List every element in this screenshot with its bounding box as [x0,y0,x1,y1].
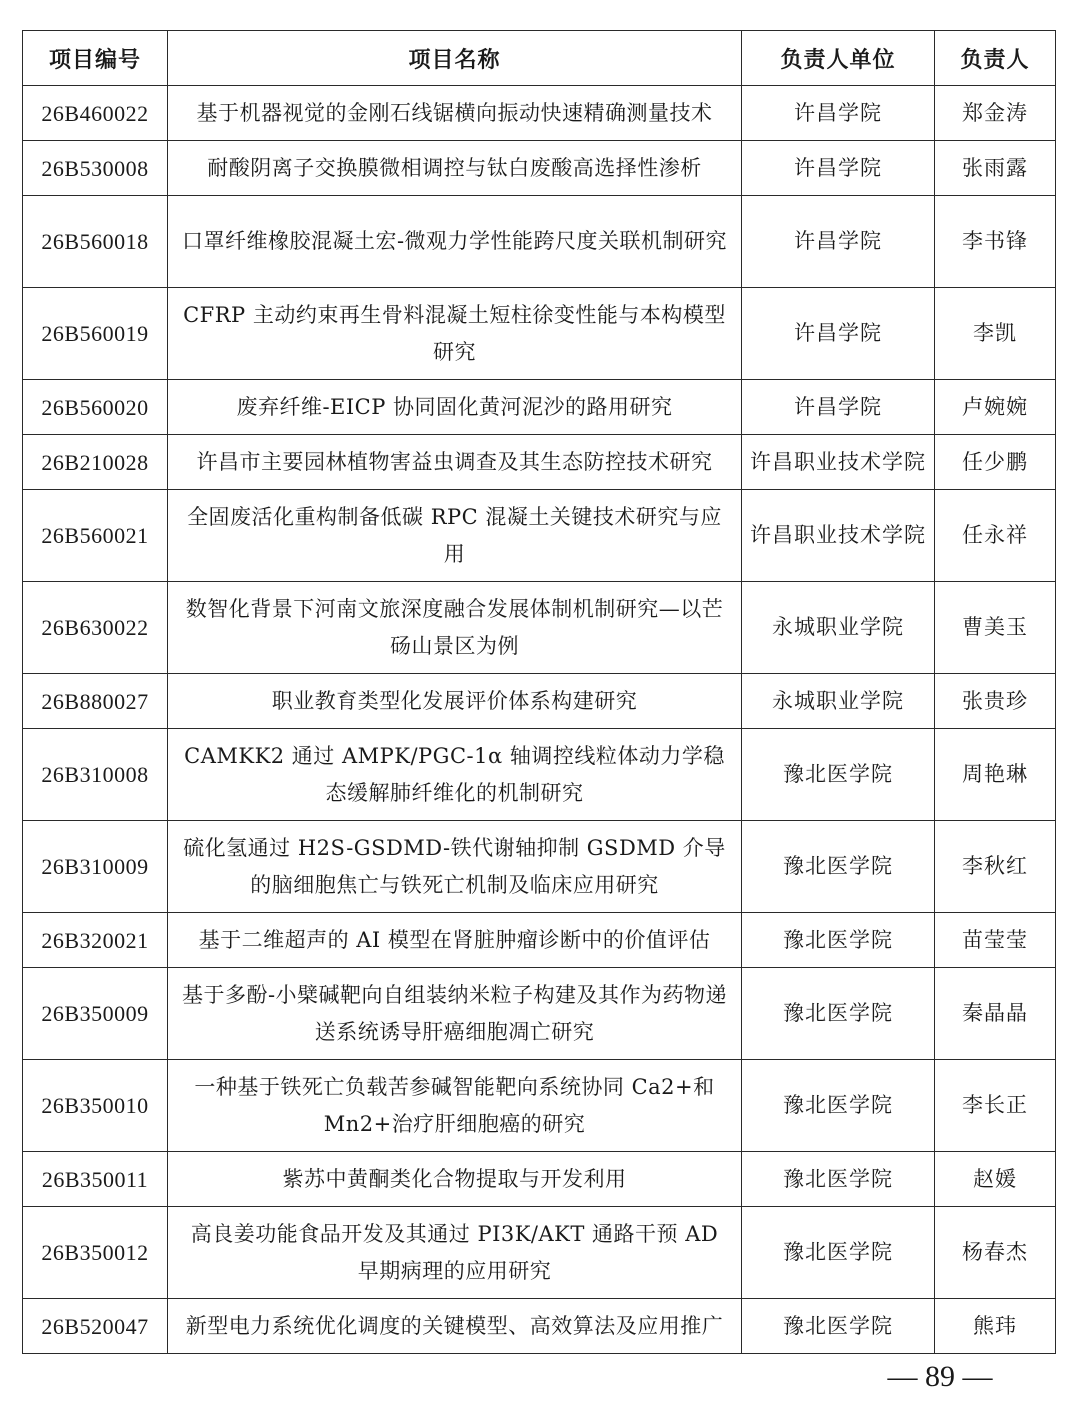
cell-responsible-unit: 永城职业学院 [742,674,935,729]
cell-project-title: 职业教育类型化发展评价体系构建研究 [168,674,742,729]
table-row [23,288,1056,380]
cell-responsible-person: 卢婉婉 [935,380,1056,435]
cell-project-code: 26B310008 [23,729,168,821]
table-body [23,86,1056,1354]
table-row [23,729,1056,821]
cell-responsible-unit: 许昌学院 [742,380,935,435]
cell-responsible-unit: 许昌学院 [742,288,935,380]
cell-project-title: 许昌市主要园林植物害益虫调查及其生态防控技术研究 [168,435,742,490]
cell-responsible-person: 李书锋 [935,196,1056,288]
cell-project-code: 26B560020 [23,380,168,435]
table-row [23,1207,1056,1299]
cell-responsible-unit: 许昌职业技术学院 [742,490,935,582]
table-row [23,1299,1056,1354]
table-row [23,674,1056,729]
cell-project-title: 基于机器视觉的金刚石线锯横向振动快速精确测量技术 [168,86,742,141]
cell-responsible-unit: 永城职业学院 [742,582,935,674]
cell-project-title: CAMKK2 通过 AMPK/PGC-1α 轴调控线粒体动力学稳态缓解肺纤维化的机制研究 [168,729,742,821]
cell-responsible-unit: 许昌学院 [742,86,935,141]
cell-responsible-unit: 许昌学院 [742,196,935,288]
cell-responsible-unit: 豫北医学院 [742,1060,935,1152]
header-responsible-unit: 负责人单位 [742,31,935,86]
cell-responsible-unit: 豫北医学院 [742,1152,935,1207]
table-row [23,1152,1056,1207]
table-row [23,380,1056,435]
cell-project-title: 基于二维超声的 AI 模型在肾脏肿瘤诊断中的价值评估 [168,913,742,968]
table-row [23,196,1056,288]
cell-project-title: CFRP 主动约束再生骨料混凝土短柱徐变性能与本构模型研究 [168,288,742,380]
cell-responsible-person: 任少鹏 [935,435,1056,490]
cell-project-code: 26B630022 [23,582,168,674]
cell-responsible-unit: 豫北医学院 [742,1299,935,1354]
cell-project-code: 26B560021 [23,490,168,582]
cell-project-title: 一种基于铁死亡负载苦参碱智能靶向系统协同 Ca2+和 Mn2+治疗肝细胞癌的研究 [168,1060,742,1152]
cell-project-code: 26B310009 [23,821,168,913]
table-row [23,86,1056,141]
cell-responsible-unit: 豫北医学院 [742,968,935,1060]
cell-project-title: 全固废活化重构制备低碳 RPC 混凝土关键技术研究与应用 [168,490,742,582]
cell-project-title: 新型电力系统优化调度的关键模型、高效算法及应用推广 [168,1299,742,1354]
cell-responsible-person: 周艳琳 [935,729,1056,821]
cell-responsible-person: 曹美玉 [935,582,1056,674]
cell-project-code: 26B350009 [23,968,168,1060]
cell-project-code: 26B530008 [23,141,168,196]
cell-project-code: 26B210028 [23,435,168,490]
cell-responsible-person: 郑金涛 [935,86,1056,141]
cell-responsible-person: 李秋红 [935,821,1056,913]
table-row [23,1060,1056,1152]
cell-responsible-person: 张雨露 [935,141,1056,196]
cell-responsible-person: 赵媛 [935,1152,1056,1207]
cell-project-title: 数智化背景下河南文旅深度融合发展体制机制研究—以芒砀山景区为例 [168,582,742,674]
cell-project-code: 26B350011 [23,1152,168,1207]
cell-responsible-unit: 许昌学院 [742,141,935,196]
cell-project-title: 高良姜功能食品开发及其通过 PI3K/AKT 通路干预 AD 早期病理的应用研究 [168,1207,742,1299]
cell-project-title: 耐酸阴离子交换膜微相调控与钛白废酸高选择性渗析 [168,141,742,196]
cell-responsible-unit: 豫北医学院 [742,729,935,821]
cell-project-code: 26B560019 [23,288,168,380]
cell-project-title: 口罩纤维橡胶混凝土宏-微观力学性能跨尺度关联机制研究 [168,196,742,288]
cell-project-code: 26B520047 [23,1299,168,1354]
table-row [23,821,1056,913]
cell-project-code: 26B350012 [23,1207,168,1299]
cell-responsible-unit: 豫北医学院 [742,913,935,968]
cell-responsible-unit: 许昌职业技术学院 [742,435,935,490]
cell-project-title: 硫化氢通过 H2S-GSDMD-铁代谢轴抑制 GSDMD 介导的脑细胞焦亡与铁死亡机制及临床应用研究 [168,821,742,913]
cell-responsible-person: 张贵珍 [935,674,1056,729]
cell-project-code: 26B350010 [23,1060,168,1152]
cell-responsible-person: 李凯 [935,288,1056,380]
cell-responsible-unit: 豫北医学院 [742,821,935,913]
header-responsible-person: 负责人 [935,31,1056,86]
table-row [23,582,1056,674]
cell-project-code: 26B880027 [23,674,168,729]
project-table [22,30,1056,1354]
cell-project-code: 26B460022 [23,86,168,141]
cell-responsible-unit: 豫北医学院 [742,1207,935,1299]
table-header-row [23,31,1056,86]
page-number: — 89 — [887,1360,993,1393]
table-row [23,913,1056,968]
cell-responsible-person: 任永祥 [935,490,1056,582]
cell-project-title: 废弃纤维-EICP 协同固化黄河泥沙的路用研究 [168,380,742,435]
cell-project-code: 26B560018 [23,196,168,288]
cell-responsible-person: 熊玮 [935,1299,1056,1354]
cell-responsible-person: 杨春杰 [935,1207,1056,1299]
table-row [23,968,1056,1060]
cell-responsible-person: 苗莹莹 [935,913,1056,968]
table-row [23,141,1056,196]
table-row [23,435,1056,490]
cell-responsible-person: 秦晶晶 [935,968,1056,1060]
cell-project-code: 26B320021 [23,913,168,968]
cell-project-title: 紫苏中黄酮类化合物提取与开发利用 [168,1152,742,1207]
header-project-title: 项目名称 [168,31,742,86]
table-row [23,490,1056,582]
header-project-code: 项目编号 [23,31,168,86]
cell-responsible-person: 李长正 [935,1060,1056,1152]
cell-project-title: 基于多酚-小檗碱靶向自组装纳米粒子构建及其作为药物递送系统诱导肝癌细胞凋亡研究 [168,968,742,1060]
